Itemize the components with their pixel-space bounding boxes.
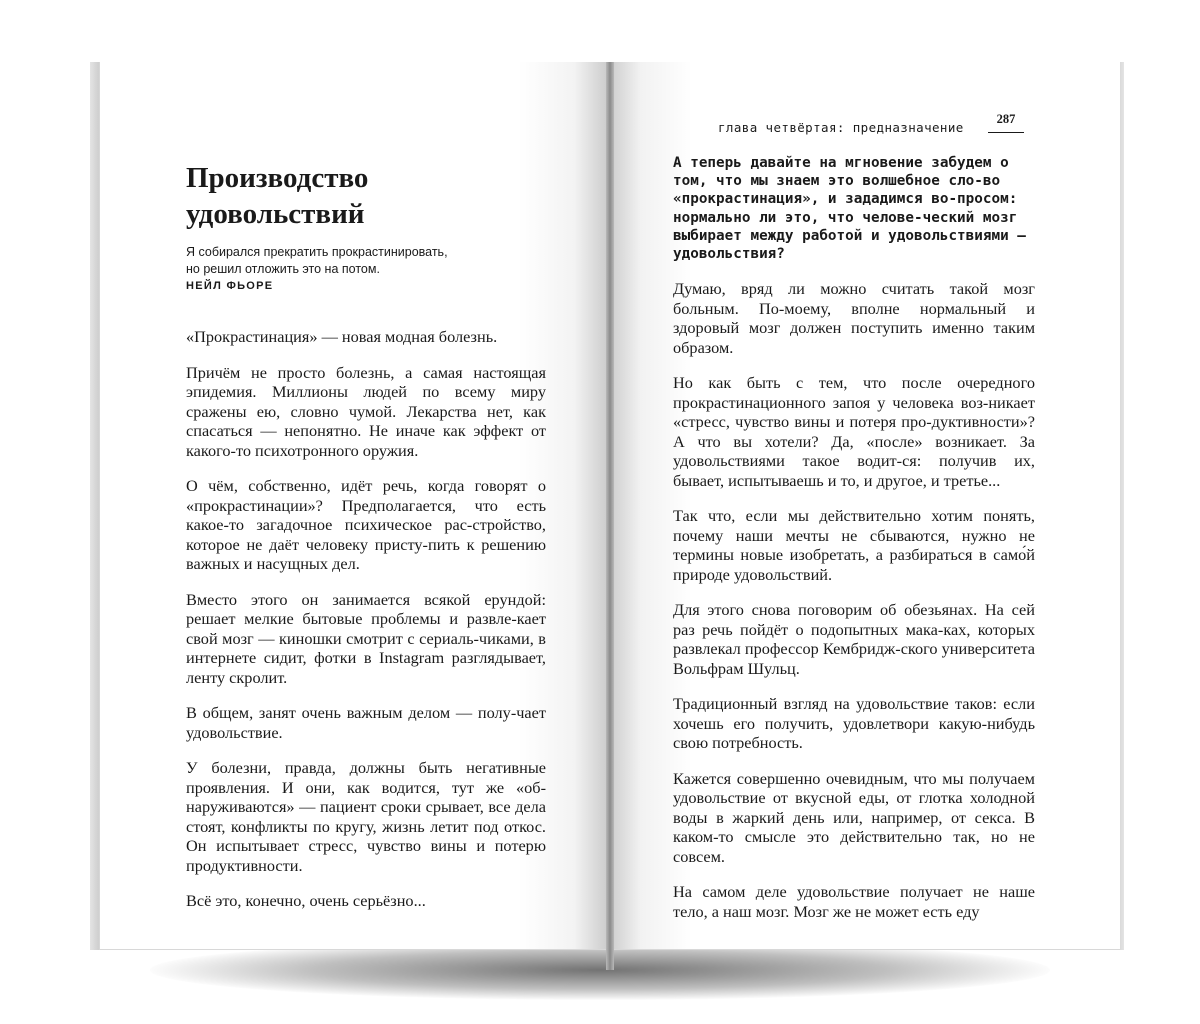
paragraph: В общем, занят очень важным делом — полу-чает удовольствие. (186, 703, 546, 742)
page-number: 287 (996, 112, 1016, 126)
running-head: глава четвёртая: предназначение (718, 120, 964, 135)
book-spine (606, 62, 614, 970)
right-page-body (673, 154, 1035, 937)
chapter-section-title: Производство удовольствий (186, 162, 369, 230)
epigraph (186, 244, 486, 295)
paragraph: Причём не просто болезнь, а самая настоящая эпидемия. Миллионы людей по всему миру сражены ею, словно чумой. Лекарства нет, как спасаться — непонятно. Не иначе как эффект от какого-то психотронного оружия. (186, 362, 546, 460)
paragraph: О чём, собственно, идёт речь, когда говорят о «прокрастинации»? Предполагается, что есть какое-то загадочное психическое рас-стройство, которое не даёт человеку присту-пить к решению важных и насущных дел. (186, 476, 546, 573)
paragraph: «Прокрастинация» — новая модная болезнь. (186, 327, 498, 346)
paragraph: Для этого снова поговорим об обезьянах. На сей раз речь пойдёт о подопытных мака-ках, которых развлекал профессор Кембридж-ского университета Вольфрам Шульц. (673, 600, 1035, 678)
left-page-body (186, 327, 546, 927)
paragraph: Думаю, вряд ли можно считать такой мозг больным. По-моему, вполне нормальный и здоровый мозг должен поступить именно таким образом. (673, 279, 1035, 357)
paragraph: Но как быть с тем, что после очередного прокрастинационного запоя у человека воз-никает «стресс, чувство вины и потеря про-дуктивности»? А что вы хотели? Да, «после» возникает. За удовольствиями такое водит-ся: получив их, бывает, испытываешь и то, и другое, и третье... (673, 373, 1035, 490)
page-number-rule (988, 132, 1024, 133)
left-page (100, 62, 610, 950)
epigraph-line-2: но решил отложить это на потом. (186, 262, 380, 276)
paragraph: У болезни, правда, должны быть негативные проявления. И они, как водится, тут же «об-наруживаются» — пациент сроки срывает, все дела стоят, конфликты по кругу, жизнь летит под откос. Он испытывает стресс, чувство вины и потерю продуктивности. (186, 758, 546, 875)
paragraph: Вместо этого он занимается всякой ерундой: решает мелкие бытовые проблемы и развле-кает свой мозг — киношки смотрит с сериаль-чиками, в интернете сидит, фотки в Instagram разглядывает, ленту скролит. (186, 589, 546, 687)
paragraph: Традиционный взгляд на удовольствие таков: если хочешь его получить, удовлетвори какую-нибудь свою потребность. (673, 694, 1035, 753)
paragraph: Так что, если мы действительно хотим понять, почему наши мечты не сбываются, нужно не термины новые изобретать, а разбираться в само́й природе удовольствий. (673, 506, 1035, 584)
lead-paragraph: А теперь давайте на мгновение забудем о том, что мы знаем это волшебное сло-во «прокрастинация», и зададимся во-просом: нормально ли это, что челове-ческий мозг выбирает между работой и удовольствиями — удовольствия? (673, 155, 1026, 263)
right-page (610, 62, 1120, 950)
paragraph: На самом деле удовольствие получает не наше тело, а наш мозг. Мозг же не может есть еду (673, 882, 1035, 921)
epigraph-line-1: Я собирался прекратить прокрастинировать, (186, 245, 448, 259)
epigraph-author: НЕЙЛ ФЬОРЕ (186, 280, 274, 292)
paragraph: Кажется совершенно очевидным, что мы получаем удовольствие от вкусной еды, от глотка холодной воды в жаркий день или, например, от секса. В каком-то смысле это действительно так, но не совсем. (673, 768, 1035, 866)
paragraph: Всё это, конечно, очень серьёзно... (186, 891, 426, 910)
